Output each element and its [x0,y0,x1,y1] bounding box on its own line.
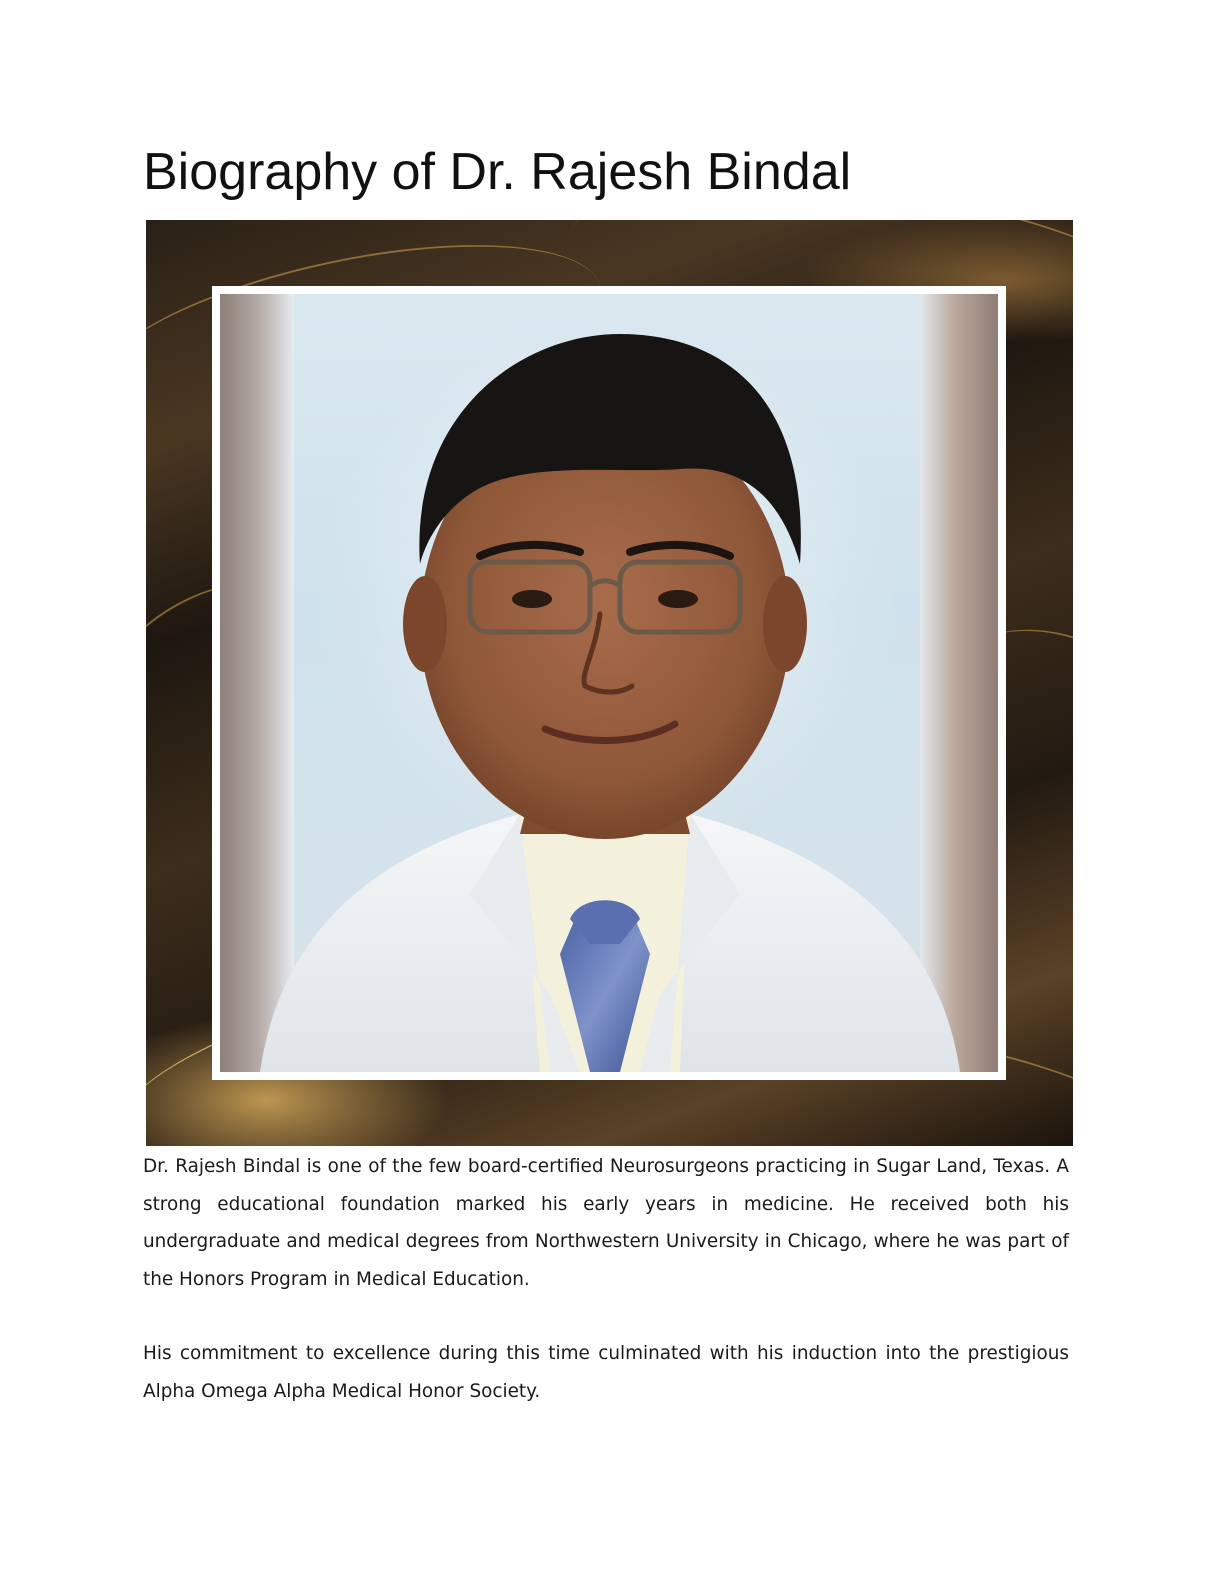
portrait-photo-frame [146,220,1073,1146]
page-title: Biography of Dr. Rajesh Bindal [143,143,852,201]
biography-paragraph: His commitment to excellence during this time culminated with his induction into the prestigious Alpha Omega Alpha Medical Honor Society. [143,1343,1069,1402]
photo-mat [212,286,1006,1080]
doctor-portrait-illustration [220,294,998,1072]
portrait-photo [220,294,998,1072]
biography-paragraph: Dr. Rajesh Bindal is one of the few board-certified Neurosurgeons practicing in Sugar Land, Texas. A strong educational foundation marked his early years in medicine. He received both his undergraduate and medical degrees from Northwestern University in Chicago, where he was part of the Honors Program in Medical Education. [143,1156,1069,1290]
